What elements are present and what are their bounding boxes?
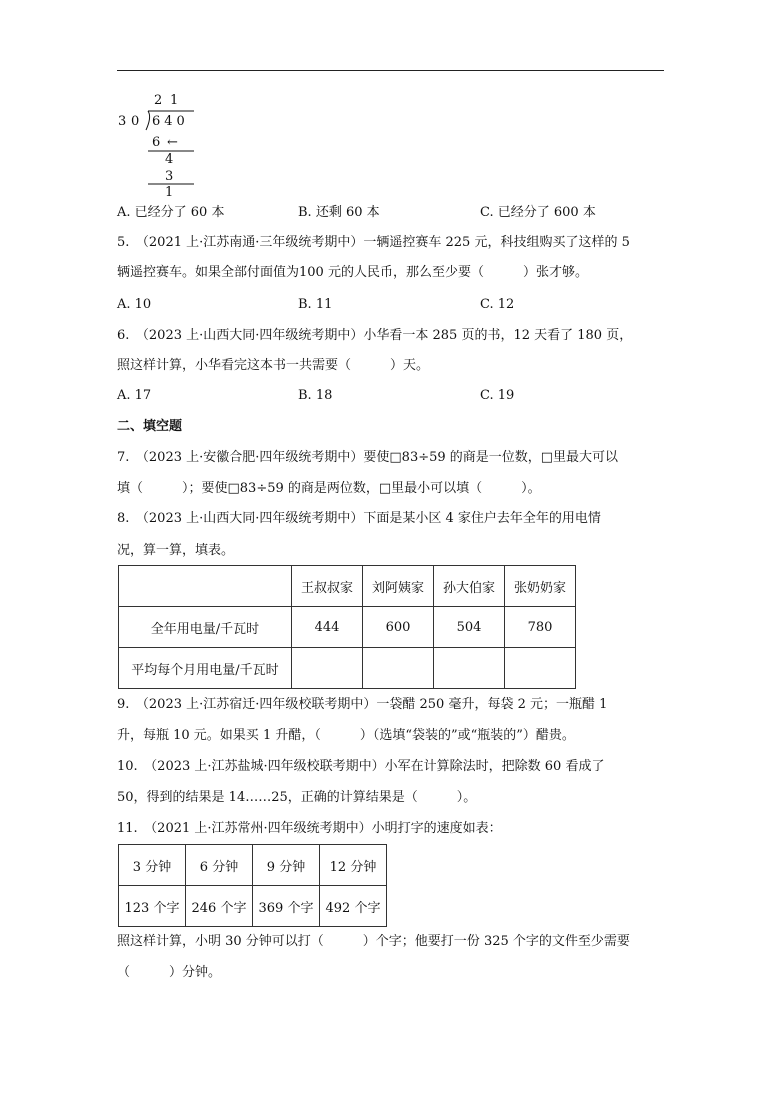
q6-line2: 照这样计算，小华看完这本书一共需要（ ）天。 <box>117 358 430 373</box>
q5-option-b: B. 11 <box>298 297 333 312</box>
table-header-cell: 王叔叔家 <box>292 566 363 607</box>
step2: 4 <box>165 152 174 167</box>
table-corner-cell <box>119 566 292 607</box>
row-label-monthly: 平均每个月用电量/千瓦时 <box>119 648 292 689</box>
table-cell: 492 个字 <box>320 886 387 927</box>
quotient-tens: 2 <box>154 93 163 108</box>
arrow-icon: ← <box>167 135 178 150</box>
table-cell: 780 <box>505 607 576 648</box>
table-cell: 123 个字 <box>119 886 186 927</box>
q8-line2: 况，算一算，填表。 <box>117 543 235 558</box>
table-header-cell: 张奶奶家 <box>505 566 576 607</box>
table-header-cell: 孙大伯家 <box>434 566 505 607</box>
electricity-table <box>118 565 576 689</box>
q6-option-b: B. 18 <box>298 388 333 403</box>
row-label-annual: 全年用电量/千瓦时 <box>119 607 292 648</box>
typing-speed-table <box>118 844 387 927</box>
table-cell: 504 <box>434 607 505 648</box>
q4-option-a: A. 已经分了 60 本 <box>117 205 225 220</box>
q4-option-b: B. 还剩 60 本 <box>298 205 380 220</box>
q8-line1: 8. （2023 上·山西大同·四年级统考期中）下面是某小区 4 家住户去年全年的用电情 <box>117 511 601 526</box>
answer-cell <box>363 648 434 689</box>
q11-line3: （ ）分钟。 <box>117 965 222 980</box>
step1: 6 <box>152 135 161 150</box>
q5-option-c: C. 12 <box>480 297 515 312</box>
q6-option-c: C. 19 <box>480 388 515 403</box>
q5-line1: 5. （2021 上·江苏南通·三年级统考期中）一辆遥控赛车 225 元，科技组购买了这样的 5 <box>117 235 630 250</box>
q7-line2: 填（ ）；要使□83÷59 的商是两位数，□里最小可以填（ ）。 <box>117 481 541 496</box>
table-header-cell: 3 分钟 <box>119 845 186 886</box>
table-cell: 444 <box>292 607 363 648</box>
table-header-cell: 12 分钟 <box>320 845 387 886</box>
answer-cell <box>292 648 363 689</box>
answer-cell <box>505 648 576 689</box>
table-header-cell: 6 分钟 <box>186 845 253 886</box>
dividend: 640 <box>152 114 189 129</box>
q9-line2: 升，每瓶 10 元。如果买 1 升醋，（ ）（选填“袋装的”或“瓶装的”）醋贵。 <box>117 728 575 743</box>
q9-line1: 9. （2023 上·江苏宿迁·四年级校联考期中）一袋醋 250 毫升，每袋 2 元；一瓶醋 1 <box>117 697 608 712</box>
q5-line2: 辆遥控赛车。如果全部付面值为100 元的人民币，那么至少要（ ）张才够。 <box>117 265 588 280</box>
q5-option-a: A. 10 <box>117 297 152 312</box>
q11-line2: 照这样计算，小明 30 分钟可以打（ ）个字；他要打一份 325 个字的文件至少需要 <box>117 934 630 949</box>
table-header-cell: 9 分钟 <box>253 845 320 886</box>
table-header-cell: 刘阿姨家 <box>363 566 434 607</box>
table-cell: 600 <box>363 607 434 648</box>
q11-line1: 11. （2021 上·江苏常州·四年级统考期中）小明打字的速度如表： <box>117 821 502 836</box>
q10-line1: 10. （2023 上·江苏盐城·四年级校联考期中）小军在计算除法时，把除数 60 看成了 <box>117 759 605 774</box>
header-rule <box>117 70 664 71</box>
q7-line1: 7. （2023 上·安徽合肥·四年级统考期中）要使□83÷59 的商是一位数，□里最大可以 <box>117 450 619 465</box>
answer-cell <box>434 648 505 689</box>
long-division-figure <box>112 90 212 200</box>
divisor: 3 <box>118 114 127 129</box>
table-cell: 369 个字 <box>253 886 320 927</box>
q10-line2: 50，得到的结果是 14……25，正确的计算结果是（ ）。 <box>117 790 477 805</box>
remainder: 1 <box>165 185 174 200</box>
table-cell: 246 个字 <box>186 886 253 927</box>
section-heading-fill-in: 二、填空题 <box>117 419 183 434</box>
q4-option-c: C. 已经分了 600 本 <box>480 205 596 220</box>
q6-option-a: A. 17 <box>117 388 152 403</box>
q6-line1: 6. （2023 上·山西大同·四年级统考期中）小华看一本 285 页的书，12 天看了 180 页， <box>117 328 633 343</box>
quotient-ones: 1 <box>170 93 179 108</box>
step3: 3 <box>165 169 174 184</box>
divisor-zero: 0 <box>131 114 140 129</box>
